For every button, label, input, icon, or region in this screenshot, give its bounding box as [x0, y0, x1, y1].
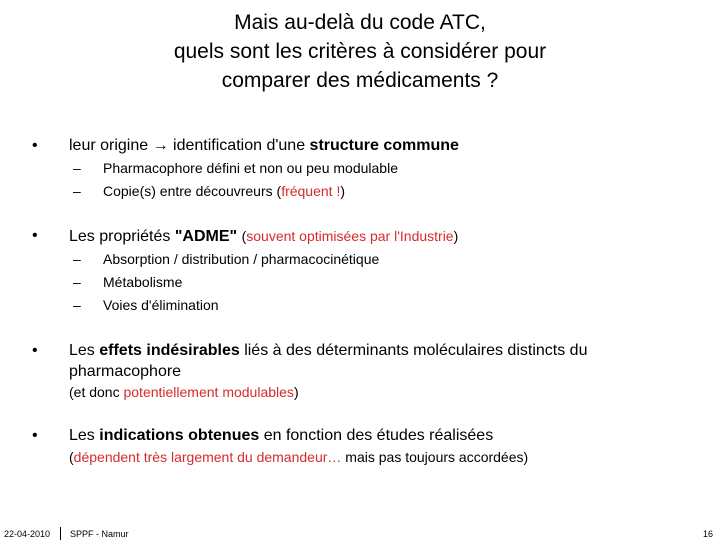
bullet-2-bold: "ADME"	[174, 228, 238, 245]
bullet-4-pre: Les	[69, 427, 100, 444]
bullet-3-bold: effets indésirables	[99, 342, 240, 359]
bullet-1-text	[69, 136, 459, 156]
bullet-3-pre: Les	[69, 342, 100, 359]
bullet-4-note-open: (	[69, 449, 74, 465]
sub-2-1-marker: –	[73, 251, 81, 267]
bullet-3-note-post: )	[293, 384, 299, 400]
bullet-4-note	[69, 448, 528, 466]
bullet-3-note-pre: (et donc	[69, 384, 124, 400]
sub-1-2-post: )	[340, 183, 346, 199]
bullet-1-pre: leur origine	[69, 137, 153, 154]
bullet-4-marker: •	[32, 427, 38, 444]
bullet-4-note-red: dépendent très largement du demandeur…	[73, 449, 342, 465]
sub-2-3-marker: –	[73, 297, 81, 313]
sub-1-2-pre: Copie(s) entre découvreurs (	[103, 183, 282, 199]
bullet-2-text	[69, 226, 458, 247]
bullet-3-text	[69, 341, 587, 361]
bullet-4-post: en fonction des études réalisées	[259, 427, 494, 444]
bullet-2-paren-close: )	[453, 228, 459, 244]
sub-1-2-text	[103, 182, 345, 200]
sub-1-1-marker: –	[73, 160, 81, 176]
sub-1-2-marker: –	[73, 183, 81, 199]
footer-org: SPPF - Namur	[70, 529, 129, 539]
bullet-4-bold: indications obtenues	[99, 427, 260, 444]
sub-2-3-text: Voies d'élimination	[103, 297, 219, 313]
bullet-3-marker: •	[32, 342, 38, 359]
bullet-2-red: souvent optimisées par l'Industrie	[246, 228, 454, 244]
bullet-3-post: liés à des déterminants moléculaires distincts du	[239, 342, 588, 359]
sub-2-2-text: Métabolisme	[103, 274, 183, 290]
sub-1-1-text: Pharmacophore défini et non ou peu modulable	[103, 160, 398, 176]
bullet-3-note-red: potentiellement modulables	[123, 384, 294, 400]
bullet-1-marker: •	[32, 137, 38, 154]
sub-1-2-red: fréquent !	[281, 183, 341, 199]
footer-date: 22-04-2010	[4, 529, 51, 539]
bullet-1-mid: identification d'une	[168, 137, 310, 154]
arrow-icon: →	[152, 137, 169, 154]
slide-title	[0, 8, 720, 95]
bullet-3-line-2: pharmacophore	[69, 363, 182, 380]
bullet-3-note	[69, 383, 299, 401]
sub-2-1-text: Absorption / distribution / pharmacocinétique	[103, 251, 380, 267]
bullet-4-text	[69, 426, 493, 446]
bullet-2-pre: Les propriétés	[69, 228, 175, 245]
bullet-2-paren-open: (	[241, 228, 247, 244]
bullet-4-note-post: mais pas toujours accordées)	[341, 449, 529, 465]
bullet-2-marker: •	[32, 227, 38, 244]
title-line-3: comparer des médicaments ?	[221, 69, 499, 92]
bullet-1-bold: structure commune	[309, 137, 459, 154]
sub-2-2-marker: –	[73, 274, 81, 290]
title-line-1: Mais au-delà du code ATC,	[234, 11, 486, 34]
footer-divider	[60, 527, 61, 540]
footer-page-number: 16	[703, 529, 714, 539]
title-line-2: quels sont les critères à considérer pour	[173, 40, 547, 63]
